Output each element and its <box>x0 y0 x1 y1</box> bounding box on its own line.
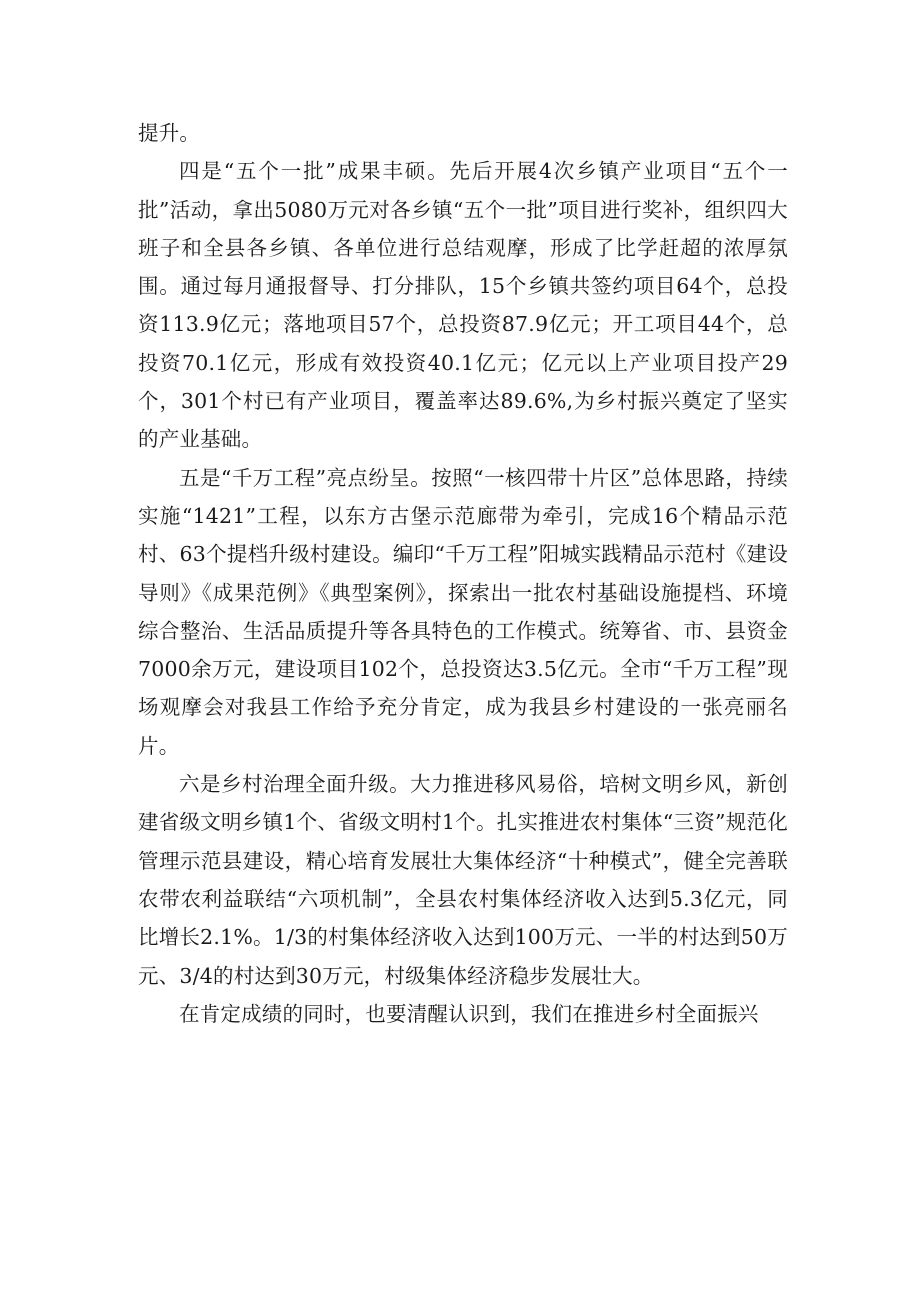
paragraph-reflection: 在肯定成绩的同时，也要清醒认识到，我们在推进乡村全面振兴 <box>179 1001 759 1026</box>
body-text <box>138 114 788 1033</box>
paragraph-rural-governance: 六是乡村治理全面升级。大力推进移风易俗，培树文明乡风，新创建省级文明乡镇1个、省级文明村1个。扎实推进农村集体“三资”规范化管理示范县建设，精心培育发展壮大集体经济“十种模式”，健全完善联农带农利益联结“六项机制”，全县农村集体经济收入达到5.3亿元，同比增长2.1%。1/3的村集体经济收入达到100万元、一半的村达到50万元、3/4的村达到30万元，村级集体经济稳步发展壮大。 <box>138 772 788 988</box>
paragraph-five-batches: 四是“五个一批”成果丰硕。先后开展4次乡镇产业项目“五个一批”活动，拿出5080万元对各乡镇“五个一批”项目进行奖补，组织四大班子和全县各乡镇、各单位进行总结观摩，形成了比学赶超的浓厚氛围。通过每月通报督导、打分排队，15个乡镇共签约项目64个，总投资113.9亿元；落地项目57个，总投资87.9亿元；开工项目44个，总投资70.1亿元，形成有效投资40.1亿元；亿元以上产业项目投产29个，301个村已有产业项目，覆盖率达89.6%,为乡村振兴奠定了坚实的产业基础。 <box>138 159 788 452</box>
paragraph-ten-million-project: 五是“千万工程”亮点纷呈。按照“一核四带十片区”总体思路，持续实施“1421”工程，以东方古堡示范廊带为牵引，完成16个精品示范村、63个提档升级村建设。编印“千万工程”阳城实践精品示范村《建设导则》《成果范例》《典型案例》，探索出一批农村基础设施提档、环境综合整治、生活品质提升等各具特色的工作模式。统筹省、市、县资金7000余万元，建设项目102个，总投资达3.5亿元。全市“千万工程”现场观摩会对我县工作给予充分肯定，成为我县乡村建设的一张亮丽名片。 <box>138 465 788 758</box>
paragraph-continuation: 提升。 <box>138 121 201 145</box>
